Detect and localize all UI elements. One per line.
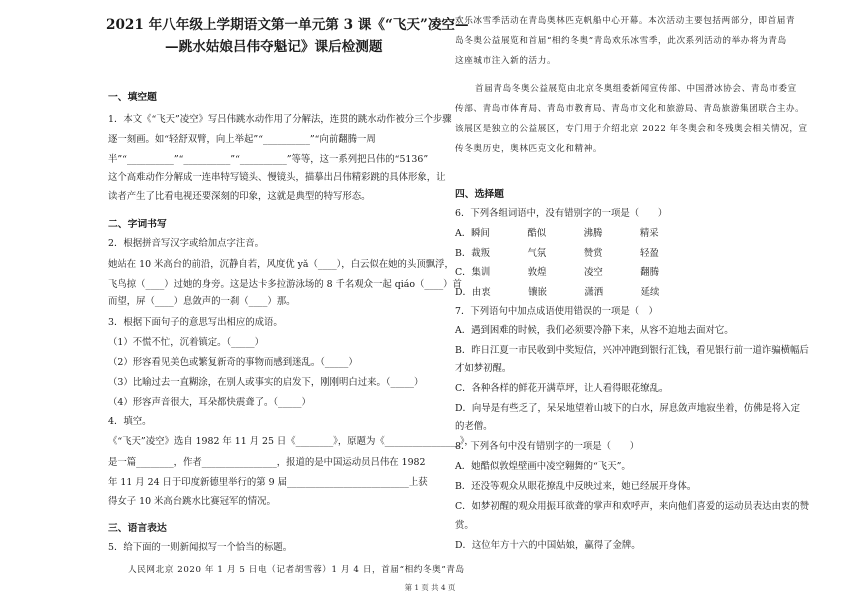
question-text: 《“飞天”凌空》选自 1982 年 11 月 25 日《________》，原题为《________________》， (108, 436, 474, 447)
question-text: 4．填空。 (108, 416, 152, 427)
question-text: 1．本文《“飞天”凌空》写吕伟跳水动作用了分解法，连贯的跳水动作被分三个步骤 (108, 114, 452, 125)
news-text: 这座城市注入新的活力。 (455, 56, 557, 66)
question-text: 读者产生了比看电视还要深刻的印象，这就是典型的特写形态。 (108, 191, 371, 202)
question-text: 是一篇________，作者________________，报道的是中国运动员吕伟在 1982 (108, 457, 426, 468)
question-text: （4）形容声音很大，耳朵都快震聋了。（_____） (108, 397, 311, 408)
section-heading: 三、语言表达 (108, 523, 167, 534)
news-text: 岛冬奥公益展览和首届“相约冬奥”青岛欢乐冰雪季，此次系列活动的举办将为青岛 (455, 36, 787, 46)
question-text: （1）不慌不忙，沉着镇定。（_____） (108, 337, 264, 348)
option-row: D．这位年方十六的中国姑娘，赢得了金牌。 (455, 540, 641, 551)
section-heading: 四、选择题 (455, 189, 504, 200)
option-row: C．集训 敦煌 凌空 翻腾 (455, 267, 660, 278)
option-row: A．瞬间 酷似 沸腾 精采 (455, 228, 659, 239)
news-text: 该展区是独立的公益展区，专门用于介绍北京 2022 年冬奥会和冬残奥会相关情况，宣 (455, 124, 808, 134)
option-row: D．由衷 镶嵌 潇洒 延续 (455, 287, 660, 298)
section-heading: 一、填空题 (108, 92, 157, 103)
news-text: 首届青岛冬奥公益展览由北京冬奥组委新闻宣传部、中国滑冰协会、青岛市委宣 (475, 84, 797, 94)
option-row: B．昨日江夏一市民收到中奖短信，兴冲冲跑到银行汇钱，看见银行前一道诈骗横幅后 (455, 345, 809, 356)
option-row: C．如梦初醒的观众用振耳欲聋的掌声和欢呼声，来向他们喜爱的运动员表达由衷的赞 (455, 501, 810, 512)
question-text: 年 11 月 24 日于印度新德里举行的第 9 届__________________________上获 (108, 477, 428, 488)
question-text: 逐一刻画。如“轻舒双臂，向上举起”“__________”“向前翻腾一周 (108, 134, 376, 145)
news-text: 欢乐冰雪季活动在青岛奥林匹克帆船中心开幕。本次活动主要包括两部分，即首届青 (455, 16, 796, 26)
question-text: 5．给下面的一则新闻拟写一个恰当的标题。 (108, 542, 293, 553)
news-text: 传冬奥历史，奥林匹克文化和精神。 (455, 144, 603, 154)
option-row: 才如梦初醒。 (455, 363, 512, 374)
news-text: 人民网北京 2020 年 1 月 5 日电（记者胡雪蓉）1 月 4 日，首届“相约冬奥”青岛 (128, 565, 465, 575)
question-text: 半”“__________”“__________”“__________”等等，这一系列把吕伟的“5136” (108, 154, 429, 165)
page-title-line-2: —跳水姑娘吕伟夺魁记》课后检测题 (165, 39, 383, 55)
question-text: 6．下列各组词语中，没有错别字的一项是（ ） (455, 208, 668, 219)
option-row: B．裁叛 气氛 赞赏 轻盈 (455, 248, 659, 259)
question-text: 2．根据拼音写汉字或给加点字注音。 (108, 238, 264, 249)
page-number: 第 1 页 共 4 页 (404, 583, 456, 592)
question-text: （3）比喻过去一直糊涂，在别人或事实的启发下，刚刚明白过来。（_____） (108, 377, 424, 388)
question-text: 8．下列各句中没有错别字的一项是（ ） (455, 441, 640, 452)
question-text: 得女子 10 米高台跳水比赛冠军的情况。 (108, 496, 276, 507)
question-text: 她站在 10 米高台的前沿，沉静自若，风度优 yǎ（____），白云似在她的头顶飘浮， (108, 259, 454, 270)
question-text: （2）形容看见美色或繁复新奇的事物而感到迷乱。（_____） (108, 357, 358, 368)
option-row: C．各种各样的鲜花开满草坪，让人看得眼花缭乱。 (455, 383, 669, 394)
question-text: 7．下列语句中加点成语使用错误的一项是（ ） (455, 306, 658, 317)
option-row: A．她酷似敦煌壁画中凌空翱舞的“飞天”。 (455, 461, 631, 472)
option-row: B．还没等观众从眼花撩乱中反映过来，她已经展开身体。 (455, 481, 697, 492)
option-row: 赏。 (455, 520, 474, 531)
question-text: 飞鸟掠（____）过她的身旁。这是达卡多拉游泳场的 8 千名观众一起 qiáo（____）首 (108, 279, 462, 290)
question-text: 而望，屏（____）息敛声的一刹（____）那。 (108, 296, 296, 307)
news-text: 传部、青岛市体育局、青岛市教育局、青岛市文化和旅游局、青岛旅游集团联合主办。 (455, 104, 805, 114)
question-text: 3．根据下面句子的意思写出相应的成语。 (108, 317, 283, 328)
option-row: D．向导是有些乏了，呆呆地望着山坡下的白水，屏息敛声地寂坐着，仿佛是将入定 (455, 403, 801, 414)
question-text: 这个高难动作分解成一连串特写镜头、慢镜头，描摹出吕伟精彩跳的具体形象，让 (108, 172, 446, 183)
option-row: A．遇到困难的时候，我们必须要冷静下来，从容不迫地去面对它。 (455, 325, 734, 336)
page-title-line-1: 2021 年八年级上学期语文第一单元第 3 课《“飞天”凌空— (106, 17, 469, 33)
option-row: 的老僧。 (455, 421, 493, 432)
section-heading: 二、字词书写 (108, 219, 167, 230)
